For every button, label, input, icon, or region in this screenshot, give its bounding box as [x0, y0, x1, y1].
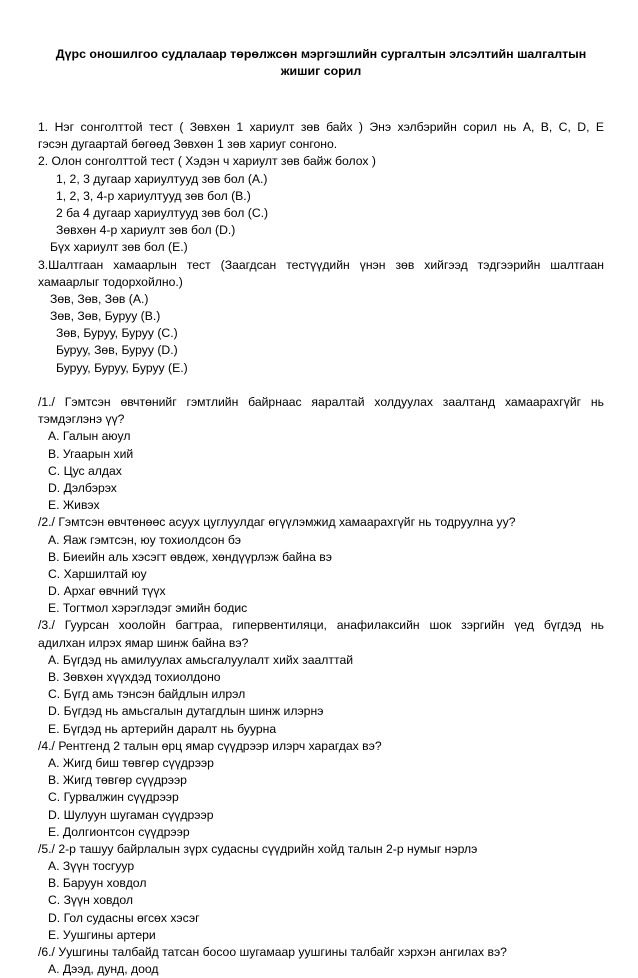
instruction-3-option: Буруу, Буруу, Буруу (E.)	[56, 360, 188, 375]
question-4-option: C. Гурвалжин сүүдрээр	[48, 790, 179, 805]
question-4-option: E. Долгионтсон сүүдрээр	[48, 824, 190, 839]
instruction-1-line-2: гэсэн дугаартай бөгөөд Зөвхөн 1 зөв хариуг сонгоно.	[38, 137, 338, 152]
title-line-2: жишиг сорил	[280, 64, 362, 78]
title-line-1: Дүрс оношилгоо судлалаар төрөлжсөн мэргэшлийн сургалтын элсэлтийн шалгалтын	[55, 47, 587, 61]
question-3-line-2: адилхан илрэх ямар шинж байна вэ?	[38, 635, 249, 650]
question-3-option: A. Бүгдэд нь амилуулах амьсгалуулалт хийх заалттай	[48, 652, 354, 667]
instruction-2-option: Зөвхөн 4-р хариулт зөв бол (D.)	[56, 223, 236, 238]
question-3-option: C. Бүгд амь тэнсэн байдлын илрэл	[48, 687, 246, 702]
question-3-line-1: /3./ Гуурсан хоолойн багтраа, гипервентиляци, анафилаксийн шок зэргийн үед бүгдэд нь	[38, 618, 604, 633]
instruction-3-option: Буруу, Зөв, Буруу (D.)	[56, 343, 178, 358]
question-4-option: A. Жигд биш төвгөр сүүдрээр	[48, 755, 214, 770]
instruction-3-line-1: 3.Шалтгаан хамаарлын тест (Заагдсан тестүүдийн үнэн зөв хийгээд тэдгээрийн шалтгаан	[38, 257, 604, 272]
document-title	[38, 46, 604, 80]
question-4-line-1: /4./ Рентгенд 2 талын өрц ямар сүүдрээр илэрч харагдах вэ?	[38, 738, 382, 753]
question-3-option: B. Зөвхөн хүүхдэд тохиолдоно	[48, 670, 221, 684]
instruction-3-line-2: хамаарлыг тодорхойлно.)	[38, 274, 183, 289]
question-1-line-2: тэмдэглэнэ үү?	[38, 412, 125, 427]
question-3-option: D. Бүгдэд нь амьсгалын дутагдлын шинж илэрнэ	[48, 704, 324, 719]
question-4-option: D. Шулуун шугаман сүүдрээр	[48, 807, 214, 822]
instruction-2-option: Бүх хариулт зөв бол (E.)	[50, 240, 188, 255]
question-1-option: B. Угаарын хий	[48, 446, 134, 461]
instruction-2-option: 1, 2, 3, 4-р хариултууд зөв бол (B.)	[56, 188, 251, 203]
question-2-option: A. Яаж гэмтсэн, юу тохиолдсон бэ	[48, 532, 241, 547]
instruction-3-option: Зөв, Буруу, Буруу (C.)	[56, 326, 178, 341]
question-6-option: A. Дээд, дунд, доод	[48, 962, 159, 977]
question-6-line-1: /6./ Уушгины талбайд татсан босоо шугамаар уушгины талбайг хэрхэн ангилах вэ?	[38, 945, 507, 959]
question-3-option: E. Бүгдэд нь артерийн даралт нь буурна	[48, 721, 277, 736]
question-5-option: D. Гол судасны өгсөх хэсэг	[48, 910, 200, 925]
question-1-line-1: /1./ Гэмтсэн өвчтөнийг гэмтлийн байрнаас яаралтай холдуулах заалтанд хамаарахгүйг нь	[38, 395, 604, 409]
section-gap	[38, 377, 604, 394]
question-1-option: E. Живэх	[48, 498, 100, 513]
question-5-option: E. Уушгины артери	[48, 927, 156, 942]
question-1-option: D. Дэлбэрэх	[48, 480, 117, 495]
instruction-2-option: 2 ба 4 дугаар хариултууд зөв бол (C.)	[56, 205, 269, 220]
question-5-option: B. Баруун ховдол	[48, 876, 147, 891]
instruction-3-option: Зөв, Зөв, Буруу (B.)	[50, 309, 161, 324]
instruction-3-option: Зөв, Зөв, Зөв (A.)	[50, 291, 149, 306]
question-2-option: B. Биеийн аль хэсэгт өвдөж, хөндүүрлэж байна вэ	[48, 549, 332, 564]
question-5-option: C. Зүүн ховдол	[48, 893, 134, 908]
question-5-line-1: /5./ 2-р ташуу байрлалын зүрх судасны сүүдрийн хойд талын 2-р нумыг нэрлэ	[38, 841, 478, 856]
question-1-option: C. Цус алдах	[48, 463, 122, 478]
question-5-option: A. Зүүн тосгуур	[48, 859, 135, 874]
question-2-option: D. Архаг өвчний түүх	[48, 584, 166, 599]
instruction-2-line-1: 2. Олон сонголттой тест ( Хэдэн ч хариулт зөв байж болох )	[38, 154, 376, 169]
document-body	[38, 119, 604, 978]
question-2-line-1: /2./ Гэмтсэн өвчтөнөөс асуух цуглуулдаг өгүүлэмжид хамаарахгүйг нь тодруулна уу?	[38, 515, 516, 530]
question-4-option: B. Жигд төвгөр сүүдрээр	[48, 773, 187, 788]
instruction-1-line-1: 1. Нэг сонголттой тест ( Зөвхөн 1 хариулт зөв байх ) Энэ хэлбэрийн сорил нь A, B, C, D, E	[38, 120, 604, 134]
instruction-2-option: 1, 2, 3 дугаар хариултууд зөв бол (A.)	[56, 171, 268, 186]
question-2-option: C. Харшилтай юу	[48, 566, 147, 581]
question-1-option: A. Галын аюул	[48, 429, 131, 444]
question-2-option: E. Тогтмол хэрэглэдэг эмийн бодис	[48, 601, 248, 616]
